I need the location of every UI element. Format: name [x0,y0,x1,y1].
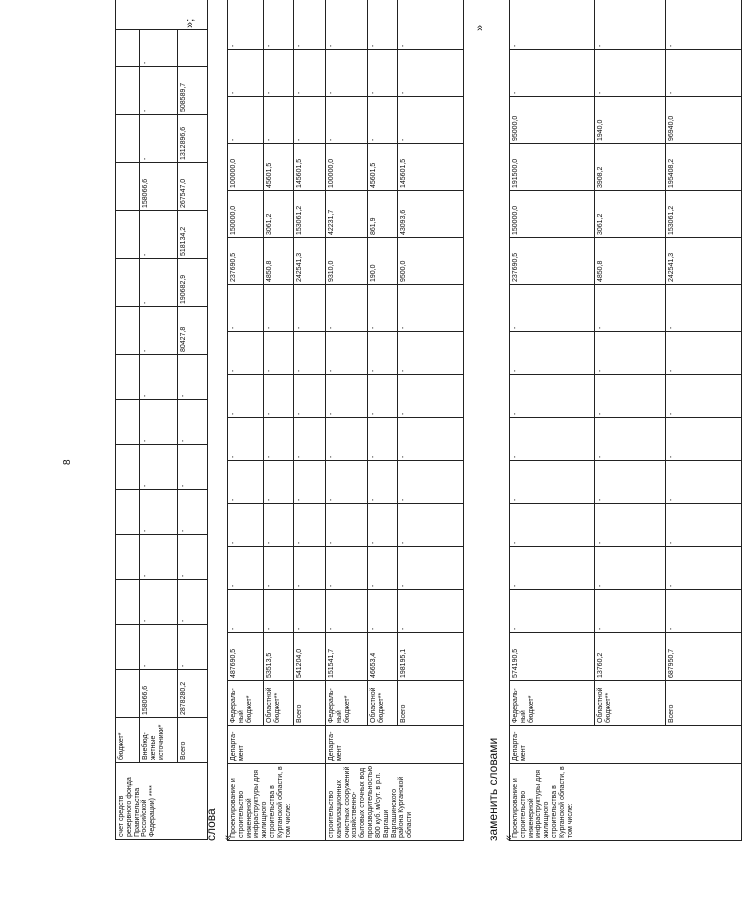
table2-end-mark: » [474,24,486,31]
table-row: Всего 541204,0 - - - - - - - - 242541,3 153061,2 145601,5 - - - [294,0,326,841]
t3-executor: Департа-мент [510,726,742,764]
table1-end-mark: »; [184,18,196,28]
table-row: Всего 687950,7 - - - - - - - - 242541,3 153061,2 195408,2 96940,0 - - [666,0,742,841]
table-row: Проектирование и строительство инженерной инфраструктуры для жилищного строительства в Курганской области, в том числе: Департа-мент Федераль-ный бюджет* 487690,5 - - - - - - - - 237690,5 150000,0 100000,0 - - - [228,0,264,841]
t1-name-cell: счет средств резервного фонда Правительства Российской Федерации) **** [116,763,208,840]
table-row [116,0,140,840]
label-words: слова [204,808,218,841]
label-replace-with: заменить словами [486,737,500,841]
t2-subproject-name: строительство канализационных очистных сооружений хозяйственно-бытовых сточных вод производительностью 800 куб. м/сут. в р.п. Варгаши Варгашинского района Курганской области [326,764,464,841]
table-row: Областной бюджет** 53513,5 - - - - - - - - 4850,8 3061,2 45601,5 - - - [264,0,294,841]
table-row: Всего 198195,1 - - - - - - - - 9500,0 43093,6 145601,5 - - - [398,0,464,841]
table-reserve-fund [115,0,208,840]
t1-r2-source: Всего [178,718,208,763]
t1-r0-source: бюджет* [116,718,140,763]
t2-executor: Департа-мент [228,726,326,764]
open-quote-1: « [222,834,234,841]
table-row: Областной бюджет** 13760,2 - - - - - - - - 4850,8 3061,2 3908,2 1940,0 - - [595,0,666,841]
open-quote-2: « [503,834,515,841]
table-row: Областной бюджет** 46653,4 - - - - - - - - 190,0 861,9 45601,5 - - - [368,0,398,841]
t3-project-name: Проектирование и строительство инженерной инфраструктуры для жилищного строительства в Курганской области, в том числе: [510,764,742,841]
t2-sub-executor: Департа-мент [326,726,464,764]
table-row: строительство канализационных очистных сооружений хозяйственно-бытовых сточных вод производительностью 800 куб. м/сут. в р.п. Варгаши Варгашинского района Курганской области Департа-мент Федераль-ный бюджет* 151541,7 - - - - - - - - 9310,0 42231,7 100000,0 - - - [326,0,368,841]
table-row: Проектирование и строительство инженерной инфраструктуры для жилищного строительства в Курганской области, в том числе: Департа-мент Федераль-ный бюджет* 574190,5 - - - - - - - - 237690,5 150000,0 191500,0 95000,0 - - [510,0,595,841]
t2-project-name: Проектирование и строительство инженерной инфраструктуры для жилищного строительства в Курганской области, в том числе: [228,764,326,841]
page-number: 8 [62,459,73,465]
t1-r1-source: Внебюд-жетные источники* [140,718,178,763]
table-row: Внебюд-жетные источники* 158066,6 - - - - - - - - - - 158066,6 - - - [140,0,178,840]
table-old-values [227,0,464,841]
table-row: Всего 2878280,2 - - - - - - - 80427,8 190682,9 518134,2 267547,0 1312896,6 508589,7 [178,0,208,840]
table-new-values [509,0,742,841]
